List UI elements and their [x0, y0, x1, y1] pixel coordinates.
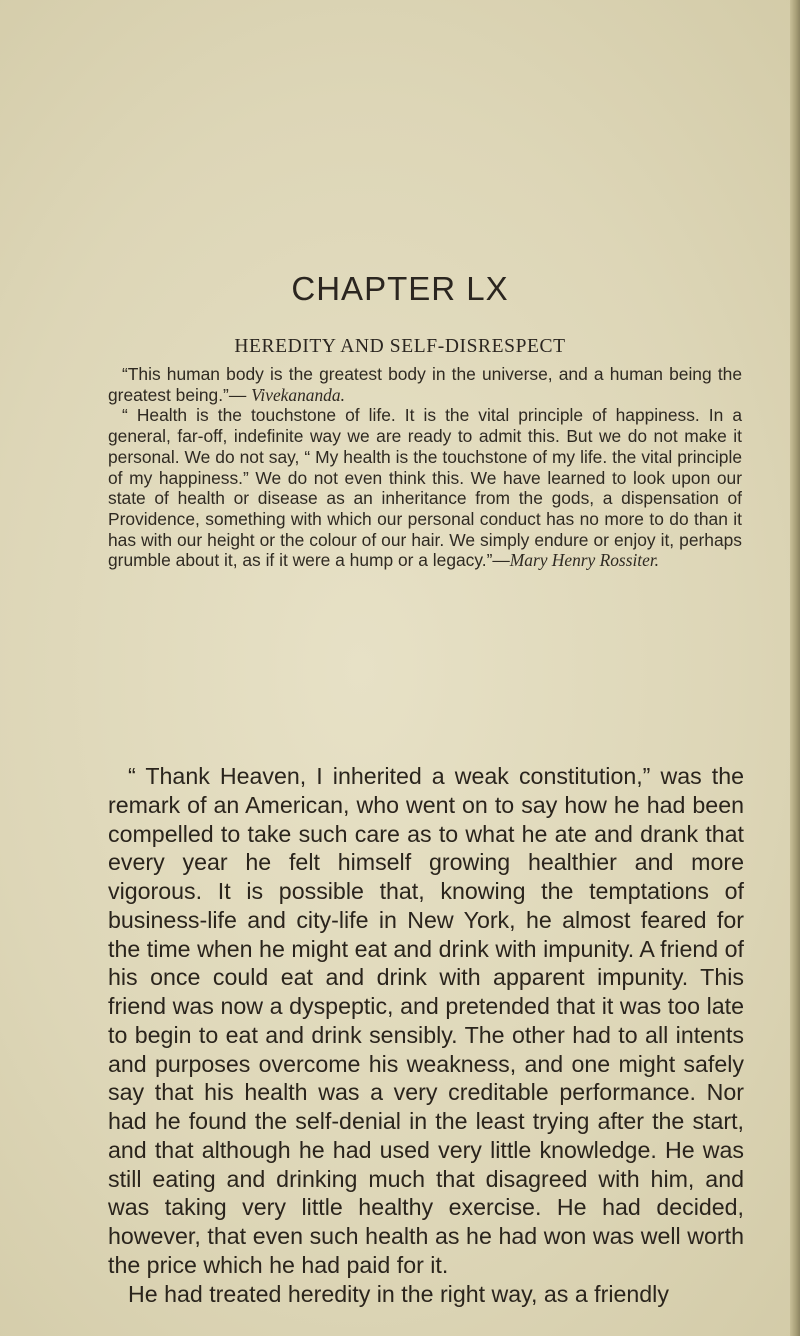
body-paragraph: He had treated heredity in the right way, as a friendly: [128, 1280, 669, 1307]
chapter-subtitle: HEREDITY AND SELF-DISRESPECT: [234, 336, 566, 357]
epigraph-text: “This human body is the greatest body in the universe, and a human being the greatest being.”—: [108, 364, 742, 405]
epigraph-paragraph: [108, 364, 742, 405]
epigraph-paragraph: [108, 405, 742, 571]
body-text: [108, 762, 744, 1308]
epigraph-text: “ Health is the touchstone of life. It is the vital principle of happiness. In a general, far-off, indefinite way we are ready to admit this. But we do not make it personal. We do not say, “ My health is the touchstone of my life. the vital principle of my happiness.” We do not even think this. We have learned to look upon our state of health or disease as an inheritance from the gods, a dispensation of Providence, something with which our personal conduct has no more to do than it has with our height or the colour of our hair. We simply endure or enjoy it, perhaps grumble about it, as if it were a hump or a legacy.”—: [108, 405, 742, 571]
epigraph-source: Vivekananda.: [251, 384, 345, 405]
body-paragraph: “ Thank Heaven, I inherited a weak constitution,” was the remark of an American, who went on to say how he had been compelled to take such care as to what he ate and drank that every year he felt himself growing healthier and more vigorous. It is possible that, knowing the temptations of business-life and city-life in New York, he almost feared for the time when he might eat and drink with impunity. A friend of his once could eat and drink with apparent impunity. This friend was now a dyspeptic, and pretended that it was too late to begin to eat and drink sensibly. The other had to all intents and purposes overcome his weakness, and one might safely say that his health was a very creditable performance. Nor had he found the self-denial in the least trying after the start, and that although he had used very little knowledge. He was still eating and drinking much that disagreed with him, and was taking very little healthy exercise. He had decided, however, that even such health as he had won was well worth the price which he had paid for it.: [108, 763, 744, 1278]
page-edge: [790, 0, 800, 1336]
chapter-title: CHAPTER LX: [291, 270, 509, 307]
epigraph-block: [108, 364, 742, 571]
epigraph-source: Mary Henry Rossiter.: [509, 550, 660, 571]
